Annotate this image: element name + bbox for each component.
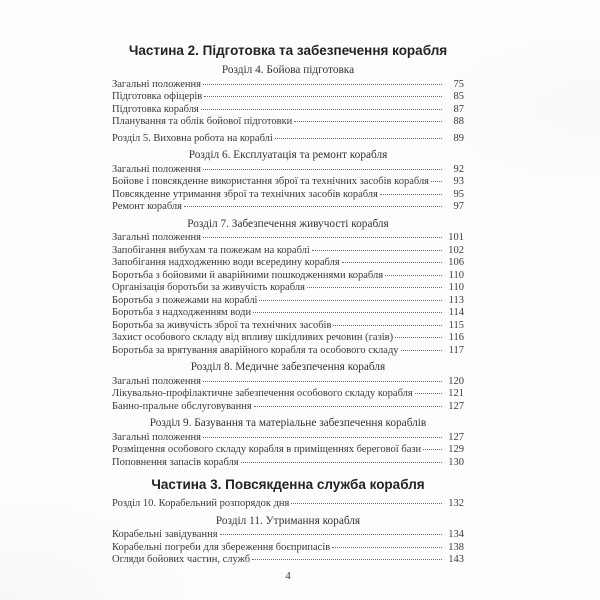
toc-entry-page: 130 [448, 456, 464, 468]
dot-leader [203, 237, 442, 238]
toc-entry-page: 75 [453, 78, 464, 90]
toc-entry-label: Поповнення запасів корабля [112, 456, 239, 468]
dot-leader [241, 462, 442, 463]
toc-entry-page: 113 [448, 294, 464, 306]
toc-entry-label: Загальні положення [112, 375, 201, 387]
toc-entry [112, 432, 464, 445]
toc-entry-label: Повсякденне утримання зброї та технічних засобів корабля [112, 188, 378, 200]
toc-entry-page: 127 [448, 400, 464, 412]
toc-entry-page: 95 [453, 188, 464, 200]
dot-leader [333, 325, 442, 326]
toc-entry-label: Підготовка офіцерів [112, 91, 203, 102]
dot-leader [431, 181, 442, 182]
toc-entry-page: 110 [448, 282, 464, 293]
toc-entry-label: Загальні положення [112, 78, 201, 90]
toc-entry-page: 106 [448, 257, 464, 268]
toc-entry-label: Загальні положення [112, 431, 201, 443]
toc-entry-page: 117 [448, 344, 464, 356]
page-number: 4 [285, 569, 291, 582]
toc-entry [112, 332, 464, 345]
toc-entry [112, 189, 464, 202]
toc-entry [112, 164, 464, 177]
dot-leader [220, 534, 442, 535]
toc-entry-label: Бойове і повсякденне використання зброї та технічних засобів корабля [112, 176, 430, 187]
toc-entry-label: Запобігання надходженню води всередину корабля [112, 257, 340, 268]
toc-entry-label: Лікувально-профілактичне забезпечення особового складу корабля [112, 388, 413, 399]
toc-entry-page: 110 [448, 269, 464, 281]
toc-entry-page: 85 [453, 91, 464, 102]
chapter-heading: Розділ 8. Медичне забезпечення корабля [190, 361, 386, 373]
dot-leader [252, 559, 442, 560]
toc-entry [112, 104, 464, 117]
dot-leader [342, 262, 442, 263]
dot-leader [332, 547, 442, 548]
toc-entry-page: 120 [448, 375, 464, 387]
dot-leader [203, 169, 442, 170]
dot-leader [275, 138, 442, 139]
toc-entry [112, 201, 464, 214]
toc-entry-page: 132 [448, 498, 464, 509]
toc-entry [112, 345, 464, 358]
toc-entry [112, 232, 464, 245]
toc-entry-page: 88 [453, 116, 464, 127]
toc-entry-page: 129 [448, 444, 464, 455]
dot-leader [203, 381, 442, 382]
toc-entry [112, 498, 464, 511]
toc-entry [112, 457, 464, 470]
toc-entry [112, 133, 464, 146]
toc-entry-page: 89 [453, 132, 464, 144]
dot-leader [294, 121, 442, 122]
toc-entry-label: Корабельні завідування [112, 529, 218, 540]
toc-entry-label: Ремонт корабля [112, 201, 182, 212]
dot-leader [385, 275, 442, 276]
dot-leader [423, 449, 442, 450]
toc-entry-label: Боротьба з пожежами на кораблі [112, 294, 258, 306]
toc-entry [112, 320, 464, 333]
toc-entry-label: Підготовка корабля [112, 103, 199, 115]
dot-leader [291, 503, 442, 504]
toc-entry-page: 115 [448, 319, 464, 331]
toc-entry-label: Боротьба за живучість зброї та технічних засобів [112, 319, 332, 331]
dot-leader [401, 350, 442, 351]
toc-entry-label: Боротьба з бойовими й аварійними пошкодженнями корабля [112, 269, 384, 281]
dot-leader [184, 206, 442, 207]
dot-leader [259, 300, 442, 301]
dot-leader [307, 287, 442, 288]
toc-entry-page: 121 [448, 388, 464, 399]
part-heading: Частина 2. Підготовка та забезпечення корабля [128, 43, 448, 58]
toc-entry-label: Загальні положення [112, 163, 201, 175]
toc-entry-page: 101 [448, 232, 464, 243]
table-of-contents [112, 42, 464, 567]
toc-entry-label: Запобігання вибухам та пожежам на кораблі [112, 244, 310, 256]
toc-entry-label: Захист особового складу від впливу шкідливих речовин (газів) [112, 332, 394, 343]
toc-entry-label: Боротьба з надходженням води [112, 307, 252, 318]
toc-entry [112, 401, 464, 414]
toc-entry-page: 116 [448, 332, 464, 343]
toc-entry-label: Загальні положення [112, 232, 201, 243]
part-heading: Частина 3. Повсякденна служба корабля [151, 477, 425, 492]
toc-entry [112, 257, 464, 270]
toc-entry [112, 270, 464, 283]
toc-entry [112, 554, 464, 567]
toc-entry-page: 97 [453, 201, 464, 212]
toc-entry [112, 116, 464, 129]
toc-entry-label: Планування та облік бойової підготовки [112, 116, 293, 127]
dot-leader [254, 406, 442, 407]
dot-leader [201, 109, 442, 110]
toc-entry-page: 87 [453, 103, 464, 115]
toc-entry-label: Банно-пральне обслуговування [112, 400, 252, 412]
dot-leader [203, 437, 442, 438]
toc-entry-label: Розділ 5. Виховна робота на кораблі [112, 132, 273, 144]
toc-entry-label: Боротьба за врятування аварійного корабля та особового складу [112, 344, 399, 356]
toc-entry [112, 79, 464, 92]
toc-entry [112, 245, 464, 258]
chapter-heading: Розділ 6. Експлуатація та ремонт корабля [188, 149, 388, 161]
toc-entry-page: 93 [453, 176, 464, 187]
toc-entry [112, 91, 464, 104]
chapter-heading: Розділ 4. Бойова підготовка [221, 64, 355, 76]
toc-entry [112, 444, 464, 457]
toc-entry-label: Розділ 10. Корабельний розпорядок дня [112, 498, 290, 509]
toc-entry [112, 282, 464, 295]
toc-entry [112, 388, 464, 401]
toc-entry-page: 138 [448, 541, 464, 553]
chapter-heading: Розділ 9. Базування та матеріальне забезпечення кораблів [149, 417, 427, 429]
toc-entry-page: 134 [448, 529, 464, 540]
toc-entry-page: 102 [448, 244, 464, 256]
dot-leader [203, 84, 442, 85]
dot-leader [204, 96, 442, 97]
dot-leader [395, 337, 442, 338]
dot-leader [415, 393, 442, 394]
toc-entry [112, 307, 464, 320]
toc-entry-page: 127 [448, 431, 464, 443]
toc-entry-label: Розміщення особового складу корабля в приміщеннях берегової бази [112, 444, 422, 455]
toc-entry [112, 295, 464, 308]
toc-entry-page: 92 [453, 163, 464, 175]
dot-leader [380, 194, 442, 195]
toc-entry [112, 542, 464, 555]
chapter-heading: Розділ 7. Забезпечення живучості корабля [187, 217, 389, 230]
toc-entry [112, 376, 464, 389]
toc-entry-label: Корабельні погреби для збереження боєприпасів [112, 541, 331, 553]
dot-leader [253, 312, 442, 313]
toc-entry-page: 114 [448, 307, 464, 318]
toc-entry-page: 143 [448, 554, 464, 565]
toc-entry [112, 176, 464, 189]
chapter-heading: Розділ 11. Утримання корабля [215, 514, 361, 527]
toc-entry-label: Організація боротьби за живучість корабля [112, 282, 305, 293]
dot-leader [312, 250, 442, 251]
toc-entry-label: Огляди бойових частин, служб [112, 554, 251, 565]
toc-entry [112, 529, 464, 542]
